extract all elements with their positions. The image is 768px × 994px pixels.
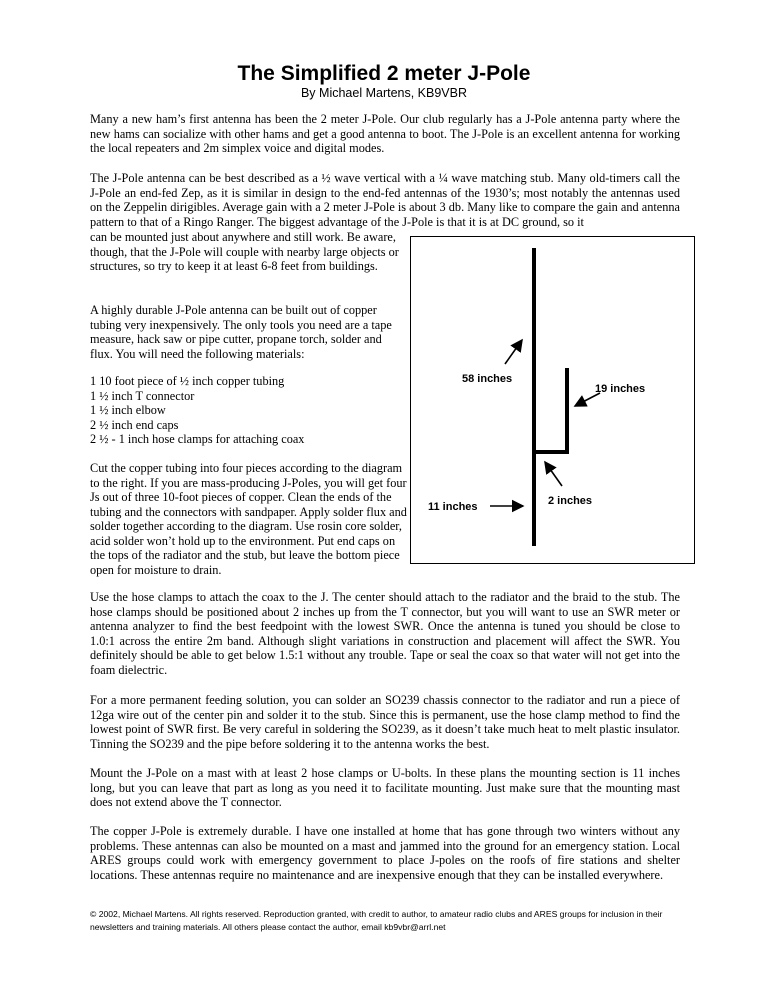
- document-title: The Simplified 2 meter J-Pole: [237, 62, 531, 85]
- materials-item: 1 10 foot piece of ½ inch copper tubing: [90, 374, 285, 388]
- materials-item: 2 ½ inch end caps: [90, 417, 179, 432]
- materials-list: [90, 374, 400, 447]
- materials-item: 2 ½ - 1 inch hose clamps for attaching coax: [90, 432, 305, 446]
- author-byline: By Michael Martens, KB9VBR: [300, 86, 468, 100]
- paragraph-so239: For a more permanent feeding solution, you can solder an SO239 chassis connector to the radiator and run a piece of 12ga wire out of the center pin and solder it to the stub. Since this is permanent, use the hose clamp method to find the lowest point of SWR first. Be very careful in soldering the SO239, as it doesn’t take much heat to melt plastic insulator. Tinning the SO239 and the pipe before soldering it to the antenna works the best.: [90, 693, 680, 751]
- paragraph-mounting-note: can be mounted just about anywhere and still work. Be aware, though, that the J-Pole will couple with nearby large objects or structures, so try to keep it at least 6-8 feet from buildings.: [90, 230, 399, 273]
- label-11-inches: 11 inches: [428, 501, 478, 513]
- paragraph-coax: Use the hose clamps to attach the coax to the J. The center should attach to the radiator and the braid to the stub. The hose clamps should be positioned about 2 inches up from the T connector, but you will want to use an SWR meter or antenna analyzer to find the best feedpoint with the lowest SWR. Once the antenna is tuned you should be close to 1.0:1 across the entire 2m band. Although slight variations in construction and placement will affect the SWR. You definitely should be able to get below 1.5:1 without any trouble. Tape or seal the coax so that water will not get into the foam dielectric.: [90, 590, 680, 677]
- paragraph-mast: Mount the J-Pole on a mast with at least 2 hose clamps or U-bolts. In these plans the mounting section is 11 inches long, but you can leave that part as long as you need it to facilitate mounting. Just make sure that the mounting mast does not extend above the T connector.: [90, 766, 680, 809]
- materials-item: 1 ½ inch T connector: [90, 388, 195, 403]
- copyright-footer: © 2002, Michael Martens. All rights reserved. Reproduction granted, with credit to author, to amateur radio clubs and ARES groups for inclusion in their newsletters and training materials. All others please contact the author, email kb9vbr@arrl.net: [90, 909, 663, 932]
- j-pole-diagram: [410, 236, 695, 564]
- label-19-inches: 19 inches: [595, 383, 646, 395]
- materials-item: 1 ½ inch elbow: [90, 403, 166, 417]
- paragraph-intro: Many a new ham’s first antenna has been the 2 meter J-Pole. Our club regularly has a J-Pole antenna party where the new hams can socialize with other hams and get a good antenna to boot. The J-Pole is an excellent antenna for working the local repeaters and 2m simplex voice and digital modes.: [90, 112, 680, 155]
- label-2-inches: 2 inches: [548, 495, 593, 507]
- label-58-inches: 58 inches: [462, 373, 513, 385]
- paragraph-cutting: Cut the copper tubing into four pieces according to the diagram to the right. If you are mass-producing J-Poles, you will get four Js out of three 10-foot pieces of copper. Clean the ends of the tubing and the connectors with sandpaper. Apply solder flux and solder together according to the diagram. Use rosin core solder, acid solder won’t hold up to the environment. Put end caps on the tops of the radiator and the stub, but leave the bottom piece open for moisture to drain.: [90, 461, 407, 577]
- paragraph-description: The J-Pole antenna can be best described as a ½ wave vertical with a ¼ wave matching stub. Many old-timers call the J-Pole an end-fed Zep, as it is similar in design to the end-fed antennas of the 1930’s; most notably the antennas used on the Zeppelin dirigibles. Average gain with a 2 meter J-Pole is about 3 db. Many like to compare the gain and antenna pattern to that of a Ringo Ranger. The biggest advantage of the J-Pole is that it is at DC ground, so it: [90, 171, 680, 229]
- diagram-frame: [411, 237, 695, 564]
- paragraph-construction: A highly durable J-Pole antenna can be built out of copper tubing very inexpensively. The only tools you need are a tape measure, hack saw or pipe cutter, propane torch, solder and flux. You will need the following materials:: [90, 303, 392, 361]
- paragraph-durability: The copper J-Pole is extremely durable. I have one installed at home that has gone through two winters without any problems. These antennas can also be mounted on a mast and jammed into the ground for an emergency station. Local ARES groups could work with emergency government to place J-poles on the roofs of fire stations and shelter locations. These antennas require no maintenance and are inexpensive enough that they can be installed everywhere.: [90, 824, 680, 882]
